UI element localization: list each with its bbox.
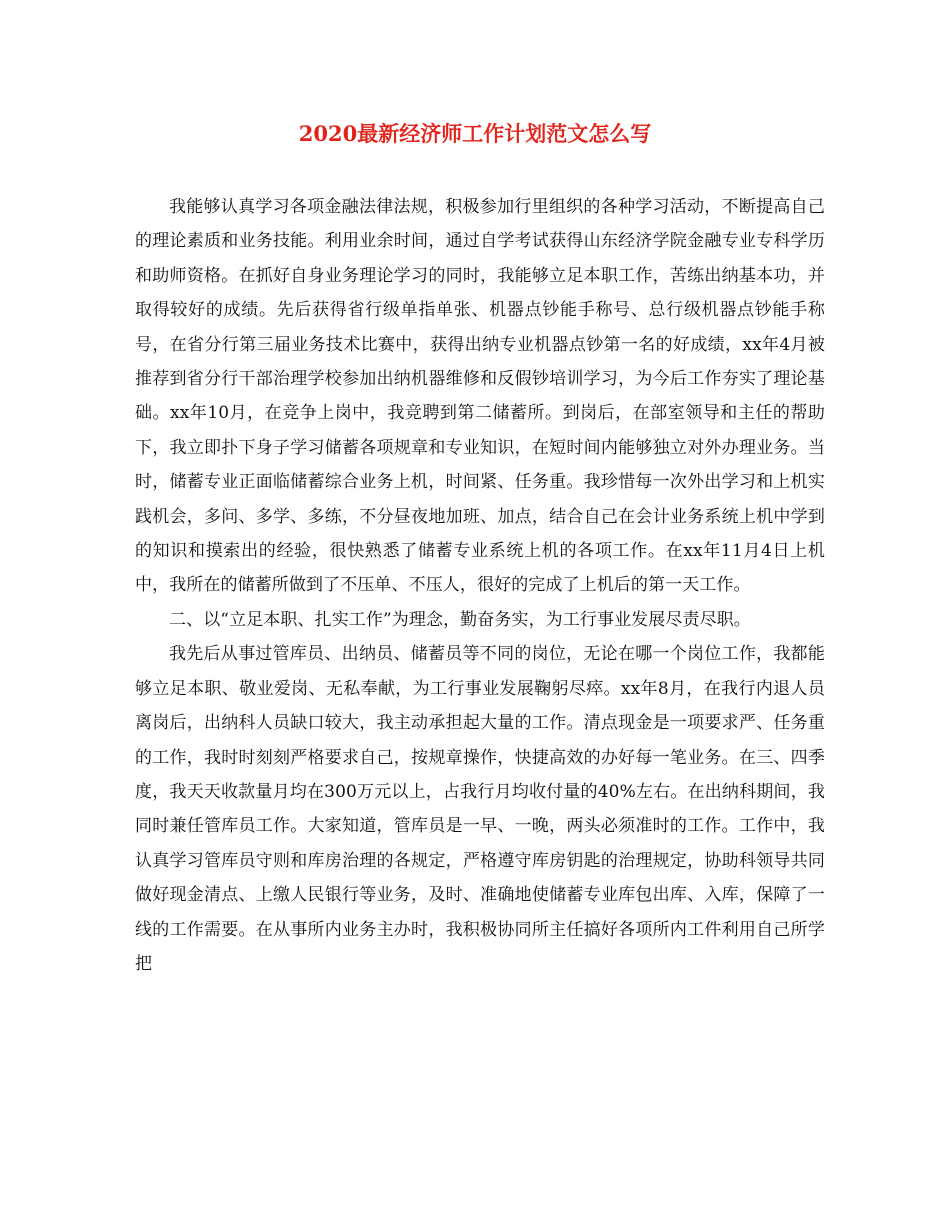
document-body	[135, 190, 825, 981]
document-title: 2020最新经济师工作计划范文怎么写	[298, 121, 652, 146]
paragraph-2: 二、以“立足本职、扎实工作”为理念，勤奋务实，为工行事业发展尽责尽职。	[169, 609, 751, 630]
paragraph-1: 我能够认真学习各项金融法律法规，积极参加行里组织的各种学习活动，不断提高自己的理论素质和业务技能。利用业余时间，通过自学考试获得山东经济学院金融专业专科学历和助师资格。在抓好自身业务理论学习的同时，我能够立足本职工作，苦练出纳基本功，并取得较好的成绩。先后获得省行级单指单张、机器点钞能手称号、总行级机器点钞能手称号，在省分行第三届业务技术比赛中，获得出纳专业机器点钞第一名的好成绩，xx年4月被推荐到省分行干部治理学校参加出纳机器维修和反假钞培训学习，为今后工作夯实了理论基础。xx年10月，在竞争上岗中，我竞聘到第二储蓄所。到岗后，在部室领导和主任的帮助下，我立即扑下身子学习储蓄各项规章和专业知识，在短时间内能够独立对外办理业务。当时，储蓄专业正面临储蓄综合业务上机，时间紧、任务重。我珍惜每一次外出学习和上机实践机会，多问、多学、多练，不分昼夜地加班、加点，结合自己在会计业务系统上机中学到的知识和摸索出的经验，很快熟悉了储蓄专业系统上机的各项工作。在xx年11月4日上机中，我所在的储蓄所做到了不压单、不压人，很好的完成了上机后的第一天工作。	[135, 197, 825, 596]
paragraph-3: 我先后从事过管库员、出纳员、储蓄员等不同的岗位，无论在哪一个岗位工作，我都能够立足本职、敬业爱岗、无私奉献，为工行事业发展鞠躬尽瘁。xx年8月，在我行内退人员离岗后，出纳科人员缺口较大，我主动承担起大量的工作。清点现金是一项要求严、任务重的工作，我时时刻刻严格要求自己，按规章操作，快捷高效的办好每一笔业务。在三、四季度，我天天收款量月均在300万元以上，占我行月均收付量的40%左右。在出纳科期间，我同时兼任管库员工作。大家知道，管库员是一早、一晚，两头必须准时的工作。工作中，我认真学习管库员守则和库房治理的各规定，严格遵守库房钥匙的治理规定，协助科领导共同做好现金清点、上缴人民银行等业务，及时、准确地使储蓄专业库包出库、入库，保障了一线的工作需要。在从事所内业务主办时，我积极协同所主任搞好各项所内工件利用自己所学把	[135, 644, 825, 974]
